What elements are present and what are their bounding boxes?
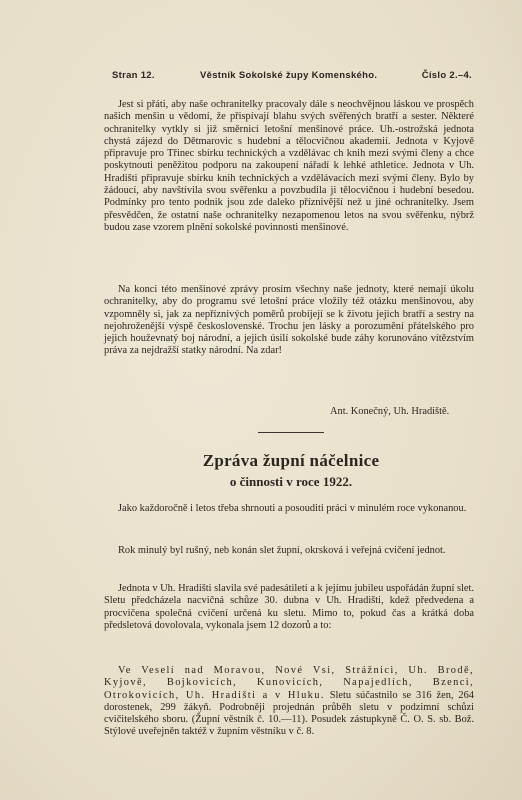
report-paragraph-1 <box>104 503 474 515</box>
journal-title: Věstník Sokolské župy Komenského. <box>200 70 378 81</box>
page-number: Stran 12. <box>112 70 155 81</box>
paragraph-continuation: Sletu súčastnilo se 316 žen, 264 dorostenek, 299 žákyň. Podrobněji projednán průběh sletu v podzimní schůzi cvičitelského sboru. (Župní věstník č. 10.—11). Posudek zástupkyně Č. O. S. sb. Bož. Stýlové uveřejněn taktéž v župním věstníku v č. 8. <box>104 689 474 738</box>
report-paragraph-3 <box>104 583 474 632</box>
intro-paragraph-1 <box>104 99 474 234</box>
page-header <box>112 70 472 86</box>
paragraph-text: Jest si přáti, aby naše ochranitelky pracovaly dále s neochvějnou láskou ve prospěch našich menšin u vědomí, že přispívají blahu svých svěřených bratří a sester. Některé ochranitelky vytkly si již směrnicí letošní menšinové práce. Uh.-ostrožská jednota chystá zájezd do Dětmarovic s hudební a tělocvičnou akademií. Jednota v Kyjově připravuje pro Třinec sbírku technických a vzdělávac ch knih mezi svými členy a chce poskytnouti peněžitou podporu na zakoupení nářadí k lehké athletice. Jednota v Uh. Hradišti připravuje sbírku knih technických a vzdělávacích mezi svými členy. Bylo by žádoucí, aby navštívila svou svěřenku a povzbudila ji tělocvičnou i hudební besedou. Podmínky pro tento podnik jsou zde daleko příznivější než u jiné ochranitelky. Jsem přesvědčen, že ostatní naše ochranitelky nezapomenou letos na svou svěřenku, nýbrž budou zase vzorem plnění sokolské povinnosti menšinové. <box>104 99 474 233</box>
section-divider <box>258 432 324 433</box>
paragraph-text: Jako každoročně i letos třeba shrnouti a posouditi práci v minulém roce vykonanou. <box>118 503 467 514</box>
report-paragraph-4 <box>104 665 474 739</box>
report-paragraph-2 <box>104 545 474 557</box>
paragraph-text: Na konci této menšinové zprávy prosím všechny naše jednoty, které nemají úkolu ochranitelky, aby do programu své letošní práce vložily též otázku menšinovou, aby vzpomněly si, jak za nepříznivých poměrů probíjejí se k životu jejich bratří a sestry na nejohroženější výspě československé. Trochu jen lásky a porozumění přátelského pro jejich houževnatý boj národní, a jejich úsilí sokolské bude záhy korunováno vítězstvím práva za nejdražší statky národní. Na zdar! <box>104 284 474 357</box>
issue-number: Číslo 2.–4. <box>421 70 472 81</box>
paragraph-text <box>104 665 474 739</box>
paragraph-text: Jednota v Uh. Hradišti slavila své padesátiletí a k jejímu jubileu uspořádán župní slet. Sletu předcházela nacvičná schůze 30. dubna v Uh. Hradišti, kdež předvedena a procvičena společná cvičení určená ku sletu. Mimo to, pokud čas a krátká doba předsletová dovolovala, vykonala jsem 12 dozorů a to: <box>104 583 474 631</box>
signature: Ant. Konečný, Uh. Hradiště. <box>330 406 450 417</box>
report-subtitle: o činnosti v roce 1922. <box>229 474 353 489</box>
places-list: Ve Veselí nad Moravou, Nové Vsi, Strážnici, Uh. Brodě, Kyjově, Bojkovicích, Kunovicích, Napajedlích, Bzenci, Otrokovicích, Uh. Hradišti a v Hluku. <box>104 665 474 701</box>
paragraph-text: Rok minulý byl rušný, neb konán slet župní, okrsková i veřejná cvičení jednot. <box>118 545 446 556</box>
report-title: Zpráva župní náčelnice <box>202 451 380 470</box>
intro-paragraph-2 <box>104 284 474 358</box>
